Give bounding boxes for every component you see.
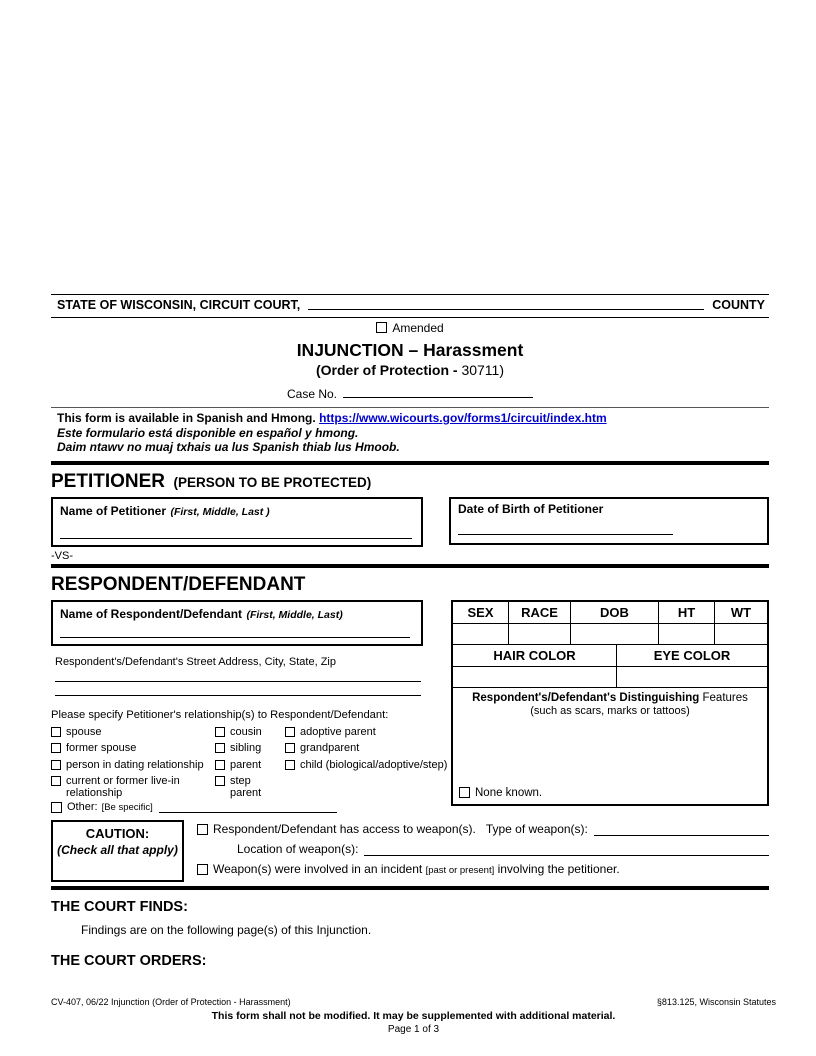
weapon-access-checkbox[interactable] <box>197 824 208 835</box>
dating-relationship-label: person in dating relationship <box>66 758 204 771</box>
case-number-input-line[interactable] <box>343 386 533 398</box>
adoptive-parent-checkbox[interactable] <box>285 727 295 737</box>
relationship-option <box>51 742 215 754</box>
weapon-access-line <box>197 822 769 836</box>
relationship-options <box>51 726 449 814</box>
relationship-row <box>51 759 449 776</box>
dating-relationship-checkbox[interactable] <box>51 760 61 770</box>
petitioner-dob-label: Date of Birth of Petitioner <box>458 501 604 516</box>
weapon-incident-bracket: [past or present] <box>425 865 495 877</box>
live-in-checkbox[interactable] <box>51 776 61 786</box>
notice-hmong-text: Daim ntawv no muaj txhais ua lus Spanish thiab lus Hmoob. <box>57 440 400 455</box>
color-header-row <box>453 645 767 667</box>
grandparent-checkbox[interactable] <box>285 743 295 753</box>
petitioner-name-input-line[interactable] <box>60 538 412 539</box>
weapons-questions <box>197 820 769 882</box>
relationship-option <box>285 726 449 738</box>
weapon-location-input-line[interactable] <box>364 844 769 856</box>
parent-checkbox[interactable] <box>215 760 225 770</box>
hair-color-value-cell[interactable] <box>453 667 617 687</box>
parent-label: parent <box>230 758 262 771</box>
sex-value-cell[interactable] <box>453 624 509 644</box>
child-checkbox[interactable] <box>285 760 295 770</box>
form-id-text: CV-407, 06/22 Injunction (Order of Protection - Harassment) <box>51 997 291 1007</box>
description-header-row <box>453 602 767 624</box>
footer-notice: This form shall not be modified. It may be supplemented with additional material. <box>211 1010 616 1022</box>
relationship-other-row <box>51 801 449 813</box>
caution-title: CAUTION: <box>85 826 150 842</box>
former-spouse-label: former spouse <box>66 742 137 755</box>
other-checkbox[interactable] <box>51 802 62 813</box>
spouse-label: spouse <box>66 725 102 738</box>
notice-english-text: This form is available in Spanish and Hmong. <box>57 411 316 425</box>
distinguishing-features-box <box>453 688 767 804</box>
caution-section <box>51 820 769 882</box>
amended-row <box>51 321 769 335</box>
court-orders-heading: THE COURT ORDERS: <box>51 953 207 970</box>
petitioner-dob-box <box>449 497 769 545</box>
features-label <box>459 692 761 704</box>
relationship-prompt: Please specify Petitioner's relationship(s) to Respondent/Defendant: <box>51 708 389 721</box>
petitioner-heading <box>51 471 769 493</box>
respondent-description-table <box>451 600 769 806</box>
case-number-row <box>51 386 769 401</box>
relationship-row <box>51 775 449 799</box>
sibling-label: sibling <box>230 742 262 755</box>
court-finds-text: Findings are on the following page(s) of this Injunction. <box>81 923 372 938</box>
weapon-incident-checkbox[interactable] <box>197 864 208 875</box>
court-finds-heading: THE COURT FINDS: <box>51 899 188 916</box>
respondent-name-input-line[interactable] <box>60 637 410 638</box>
child-label: child (biological/adoptive/step) <box>300 758 448 771</box>
features-hint: (such as scars, marks or tattoos) <box>530 704 690 717</box>
step-parent-label: step parent <box>230 775 262 800</box>
footer <box>51 997 776 1035</box>
ht-value-cell[interactable] <box>659 624 715 644</box>
none-known-row <box>459 787 761 799</box>
statute-reference: §813.125, Wisconsin Statutes <box>656 997 776 1007</box>
court-caption-line <box>51 295 769 317</box>
color-value-row <box>453 667 767 688</box>
weapon-incident-post: involving the petitioner. <box>497 862 620 877</box>
relationship-option <box>51 726 215 738</box>
respondent-heading: RESPONDENT/DEFENDANT <box>51 573 306 595</box>
relationship-option <box>51 775 215 799</box>
dob-value-cell[interactable] <box>571 624 659 644</box>
county-label: COUNTY <box>712 298 765 312</box>
respondent-columns <box>51 600 769 814</box>
features-label-regular: Features <box>702 691 748 704</box>
form-title: INJUNCTION – Harassment <box>296 340 524 360</box>
vs-label: -VS- <box>51 549 73 562</box>
caution-subtitle: (Check all that apply) <box>57 843 178 858</box>
grandparent-label: grandparent <box>300 742 360 755</box>
amended-checkbox[interactable] <box>376 322 387 333</box>
sibling-checkbox[interactable] <box>215 743 225 753</box>
respondent-address-input-line-1[interactable] <box>55 668 421 682</box>
notice-spanish-text: Este formulario está disponible en español y hmong. <box>57 425 359 440</box>
petitioner-dob-input-line[interactable] <box>458 534 673 535</box>
dob-header: DOB <box>571 602 659 623</box>
wt-header: WT <box>730 604 752 620</box>
petitioner-name-label: Name of Petitioner <box>60 503 167 518</box>
form-subtitle <box>51 362 769 378</box>
eye-color-header: EYE COLOR <box>653 647 731 663</box>
weapon-type-label: Type of weapon(s): <box>485 822 588 837</box>
petitioner-name-hint: (First, Middle, Last ) <box>170 505 270 518</box>
section-divider-2 <box>51 564 769 568</box>
petitioner-boxes <box>51 497 769 547</box>
ht-header: HT <box>659 602 715 623</box>
features-label-bold: Respondent's/Defendant's Distinguishing <box>472 691 700 704</box>
respondent-left-column <box>51 600 449 814</box>
page-number: Page 1 of 3 <box>387 1024 440 1035</box>
respondent-name-box <box>51 600 423 646</box>
weapon-incident-pre: Weapon(s) were involved in an incident <box>213 862 423 877</box>
weapon-location-line <box>237 842 769 856</box>
respondent-description-panel <box>451 600 769 814</box>
weapon-type-input-line[interactable] <box>594 824 769 836</box>
eye-color-value-cell[interactable] <box>617 667 767 687</box>
respondent-name-label: Name of Respondent/Defendant <box>60 606 243 621</box>
step-parent-checkbox[interactable] <box>215 776 225 786</box>
form-number: 30711) <box>461 362 504 378</box>
amended-label: Amended <box>392 321 444 335</box>
cousin-checkbox[interactable] <box>215 727 225 737</box>
former-spouse-checkbox[interactable] <box>51 743 61 753</box>
petitioner-name-box <box>51 497 423 547</box>
section-divider-3 <box>51 886 769 890</box>
notice-english-line <box>57 411 763 426</box>
live-in-label: current or former live-in relationship <box>66 775 180 800</box>
respondent-address-input-line-2[interactable] <box>55 682 421 696</box>
relationship-option <box>285 742 449 754</box>
relationship-row <box>51 742 449 759</box>
wt-value-cell[interactable] <box>715 624 767 644</box>
other-input-line[interactable] <box>159 802 337 813</box>
relationship-option <box>215 726 285 738</box>
petitioner-heading-sub: (PERSON TO BE PROTECTED) <box>173 474 372 490</box>
county-input-line[interactable] <box>308 298 704 310</box>
case-number-label: Case No. <box>286 387 338 401</box>
description-value-row <box>453 624 767 645</box>
petitioner-heading-main: PETITIONER <box>51 470 166 492</box>
relationship-option <box>285 759 449 771</box>
section-divider-1 <box>51 461 769 465</box>
respondent-name-hint: (First, Middle, Last) <box>246 608 343 621</box>
language-notice <box>51 408 769 457</box>
relationship-row <box>51 726 449 743</box>
relationship-option <box>215 775 285 799</box>
court-caption-prefix: STATE OF WISCONSIN, CIRCUIT COURT, <box>57 298 301 312</box>
form-subtitle-prefix: (Order of Protection - <box>315 362 462 378</box>
spouse-checkbox[interactable] <box>51 727 61 737</box>
adoptive-parent-label: adoptive parent <box>300 725 376 738</box>
weapon-incident-text <box>213 862 620 876</box>
none-known-label: None known. <box>475 786 543 799</box>
hair-color-header: HAIR COLOR <box>453 645 617 666</box>
race-header: RACE <box>509 602 571 623</box>
other-hint: [Be specific] <box>101 802 153 814</box>
caption-bottom-divider <box>51 317 769 318</box>
forms-link[interactable]: https://www.wicourts.gov/forms1/circuit/index.htm <box>319 411 607 425</box>
weapon-incident-line <box>197 862 769 876</box>
relationship-option <box>215 742 285 754</box>
respondent-heading-row <box>51 574 769 596</box>
relationship-option <box>51 759 215 771</box>
respondent-address-label: Respondent's/Defendant's Street Address, City, State, Zip <box>55 655 336 668</box>
cousin-label: cousin <box>230 725 262 738</box>
sex-header: SEX <box>453 602 509 623</box>
race-value-cell[interactable] <box>509 624 571 644</box>
weapon-location-label: Location of weapon(s): <box>237 842 359 857</box>
weapon-access-text: Respondent/Defendant has access to weapon(s). <box>213 822 476 837</box>
none-known-checkbox[interactable] <box>459 787 470 798</box>
other-label: Other: <box>67 801 98 814</box>
caution-box <box>51 820 184 882</box>
relationship-option <box>215 759 285 771</box>
footer-meta-row <box>51 997 776 1007</box>
